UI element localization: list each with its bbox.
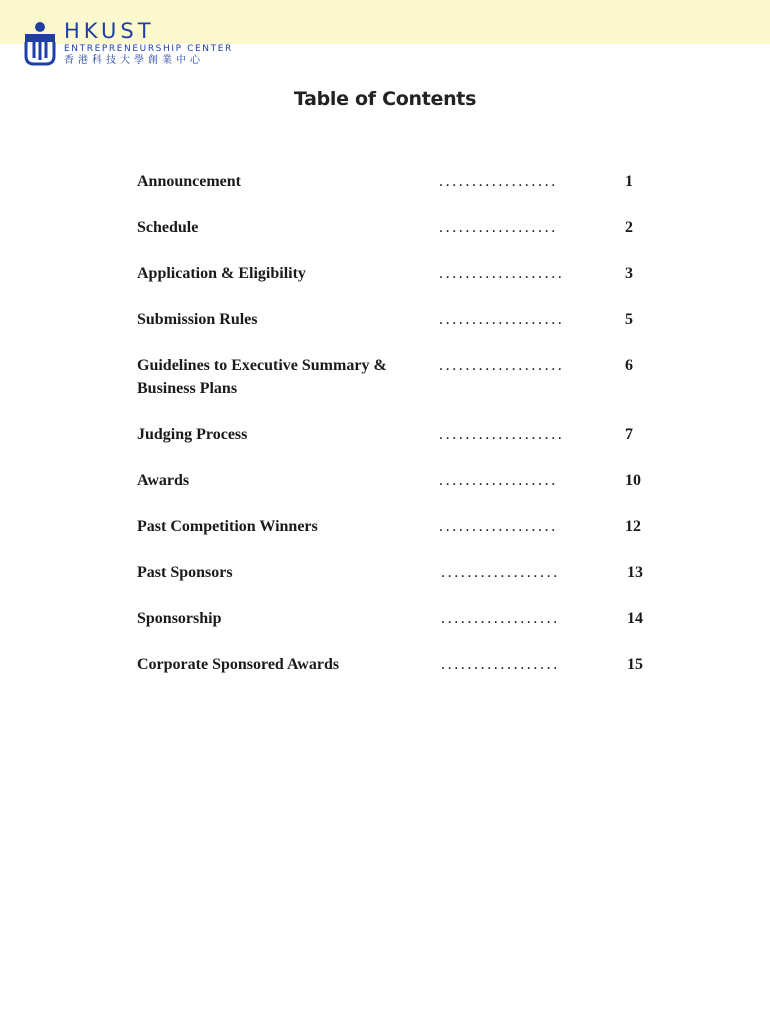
hkust-logo bbox=[22, 20, 262, 70]
logo-chinese-name: 香港科技大學創業中心 bbox=[64, 55, 204, 66]
logo-subtitle: ENTREPRENEURSHIP CENTER bbox=[64, 44, 233, 54]
toc-item-leader: .................. bbox=[439, 518, 558, 535]
toc-item-title: Submission Rules bbox=[137, 311, 258, 328]
toc-item-title: Announcement bbox=[137, 173, 242, 190]
toc-item-title: Judging Process bbox=[137, 426, 248, 443]
toc-item-title: Schedule bbox=[137, 219, 199, 236]
toc-item-leader: .................. bbox=[439, 173, 558, 190]
toc-item-page: 14 bbox=[627, 610, 643, 627]
toc-item-page: 5 bbox=[625, 311, 633, 328]
hkust-emblem-icon bbox=[22, 20, 58, 66]
toc-item-page: 7 bbox=[625, 426, 633, 443]
toc-item-title: Guidelines to Executive Summary & Business Plans bbox=[137, 357, 387, 397]
toc-item-page: 13 bbox=[627, 564, 643, 581]
toc-item-leader: .................. bbox=[439, 219, 558, 236]
page-title: Table of Contents bbox=[293, 88, 477, 110]
toc-item-leader: .................. bbox=[441, 656, 560, 673]
toc-item-title: Corporate Sponsored Awards bbox=[137, 656, 340, 673]
toc-item-leader: ................... bbox=[439, 311, 565, 328]
toc-item-page: 10 bbox=[625, 472, 641, 489]
toc-item-leader: .................. bbox=[441, 610, 560, 627]
toc-item-title: Past Competition Winners bbox=[137, 518, 318, 535]
toc-item-page: 12 bbox=[625, 518, 641, 535]
toc-item-page: 15 bbox=[627, 656, 643, 673]
toc-item-page: 1 bbox=[625, 173, 633, 190]
toc-item-title: Sponsorship bbox=[137, 610, 222, 627]
toc-item-title: Past Sponsors bbox=[137, 564, 233, 581]
toc-item-page: 3 bbox=[625, 265, 633, 282]
logo-name: HKUST bbox=[64, 19, 155, 43]
toc-item-page: 6 bbox=[625, 357, 633, 374]
toc-item-title: Application & Eligibility bbox=[137, 265, 306, 282]
toc-item-page: 2 bbox=[625, 219, 633, 236]
toc-item-leader: .................. bbox=[439, 472, 558, 489]
toc-item-leader: ................... bbox=[439, 265, 565, 282]
toc-item-leader: ................... bbox=[439, 426, 565, 443]
toc-item-title: Awards bbox=[137, 472, 190, 489]
toc-item-leader: .................. bbox=[441, 564, 560, 581]
toc-item-leader: ................... bbox=[439, 357, 565, 374]
